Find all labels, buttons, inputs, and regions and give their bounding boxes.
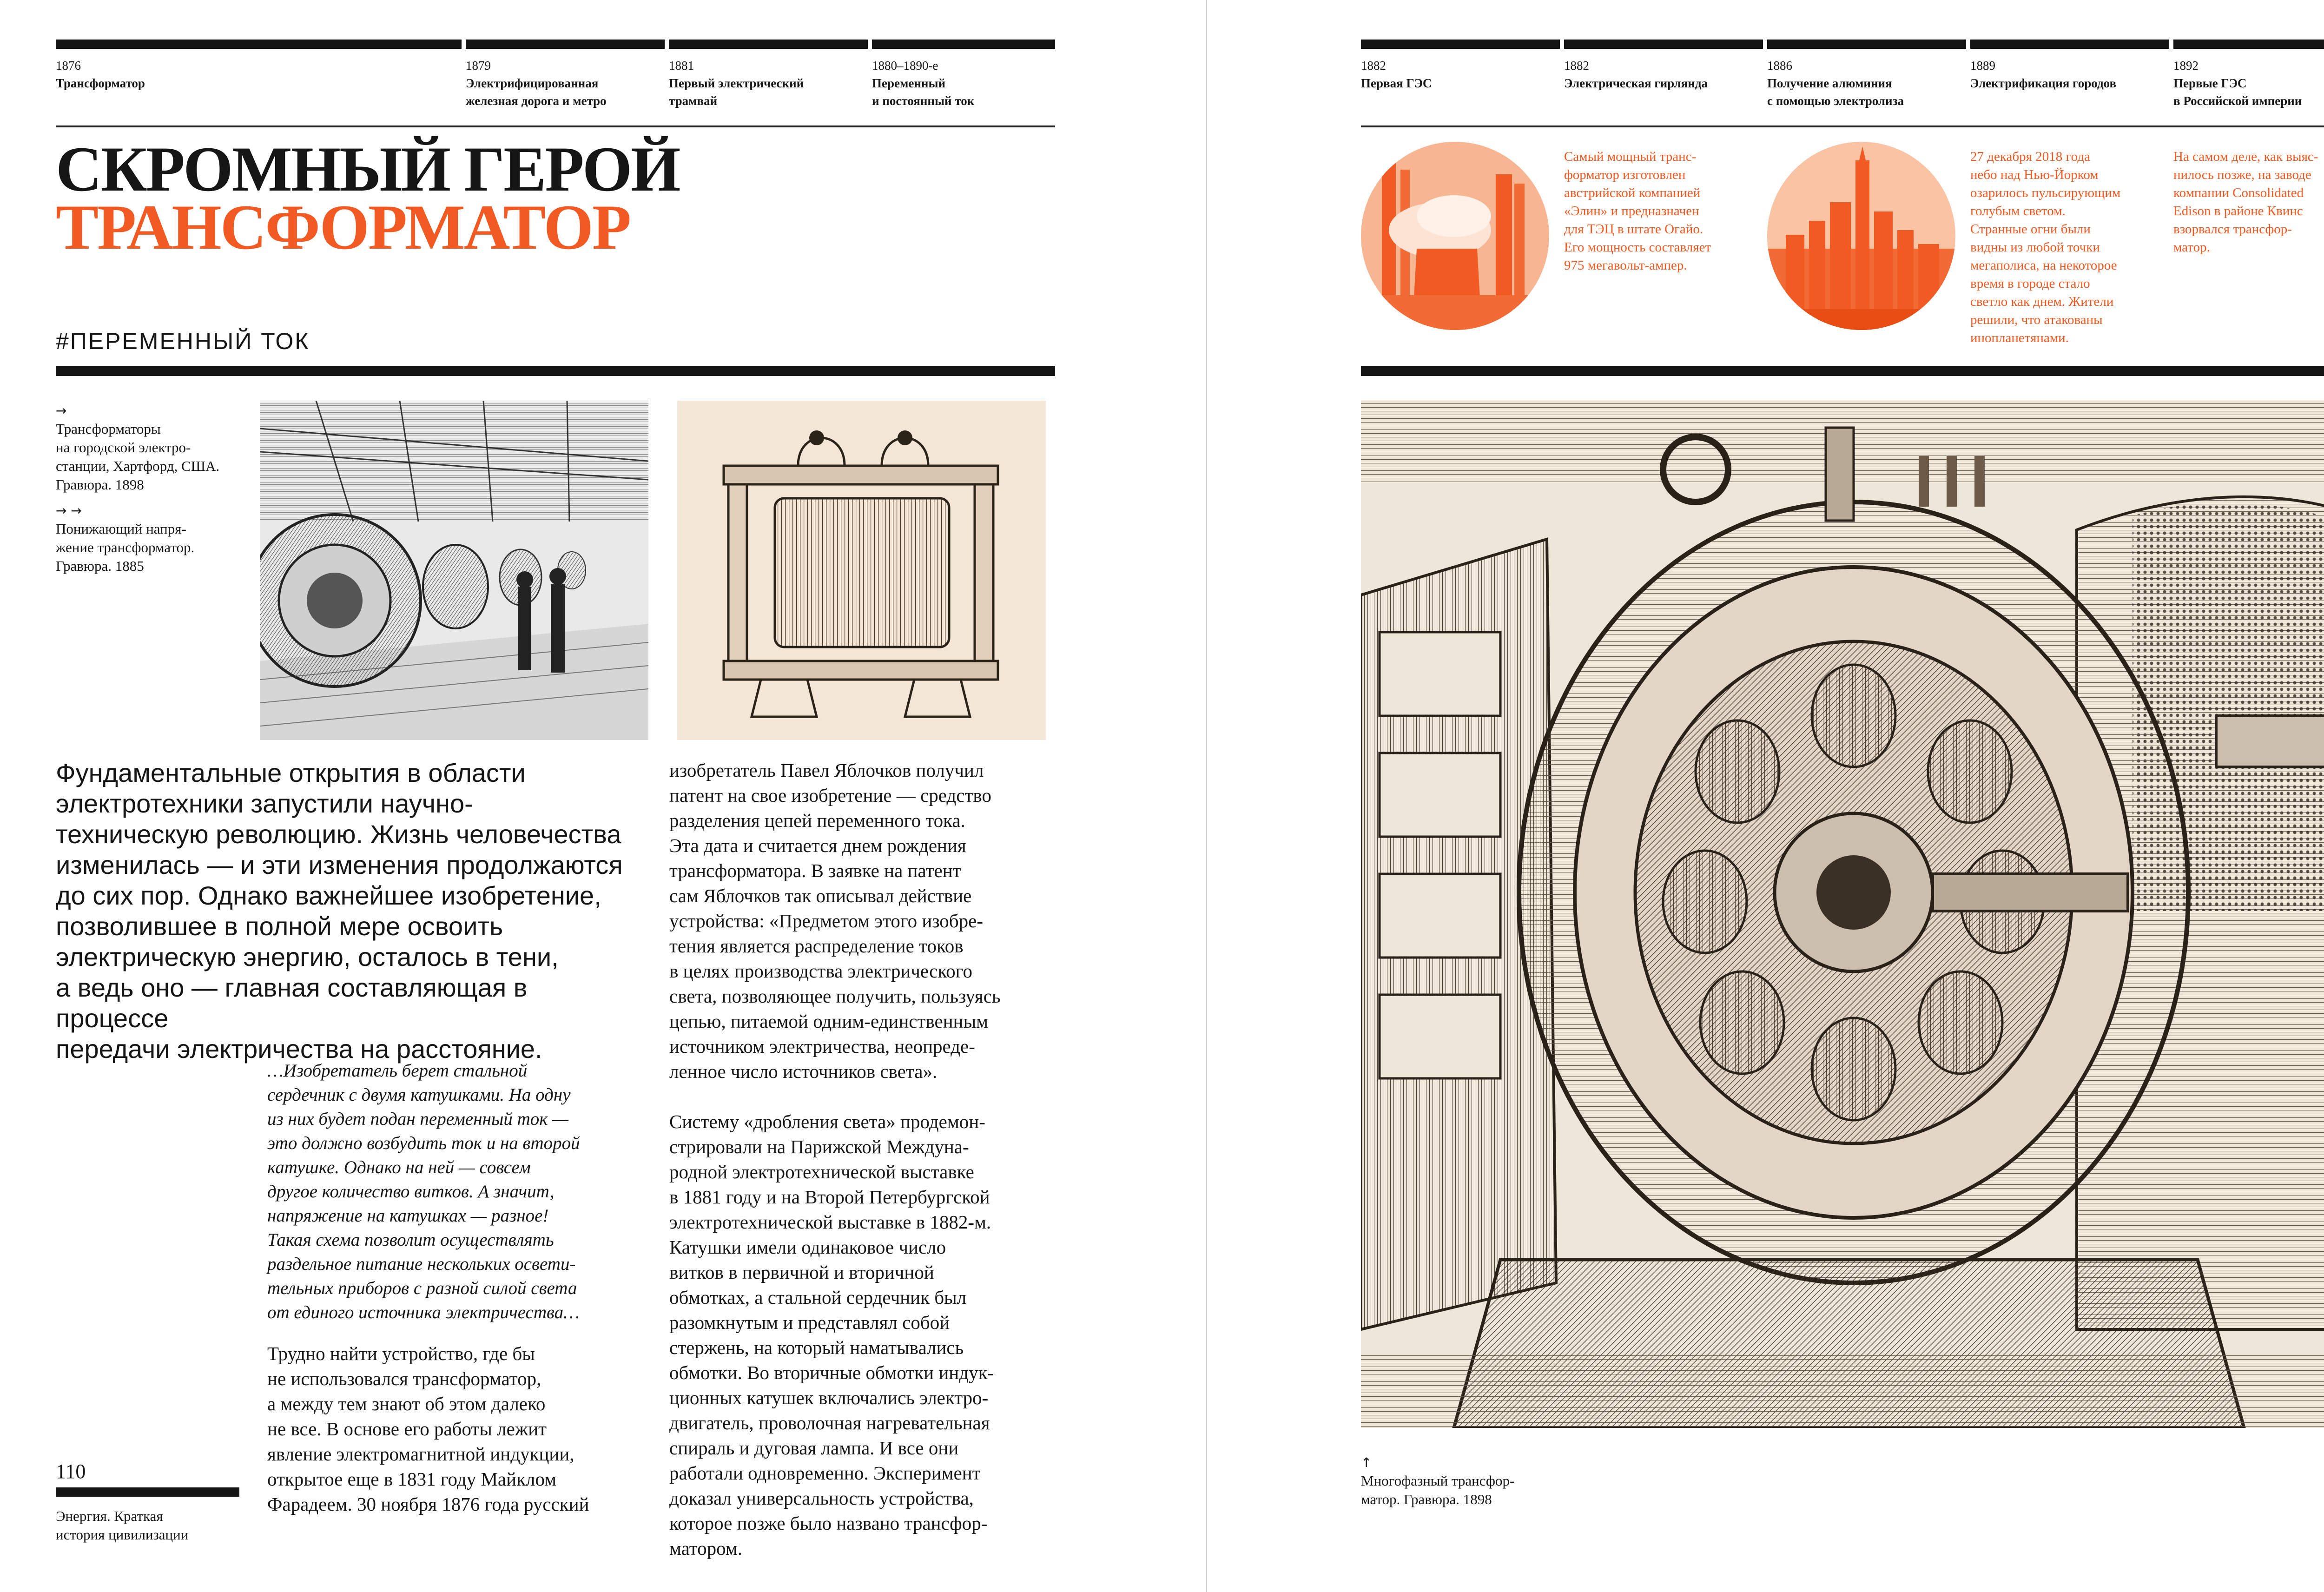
body-line: двигатель, проволочная нагревательная <box>669 1412 990 1433</box>
page-title-line-2: ТРАНСФОРМАТОР <box>56 192 630 263</box>
timeline-bar <box>56 40 462 49</box>
body-line: трансформатора. В заявке на патент <box>669 860 961 881</box>
body-line: не все. В основе его работы лежит <box>267 1418 547 1440</box>
timeline-year: 1882 <box>1361 59 1386 73</box>
section-hashtag: #ПЕРЕМЕННЫЙ ТОК <box>56 328 310 354</box>
fact-line: Странные огни были <box>1970 222 2091 237</box>
body-line: Фарадеем. 30 ноября 1876 года русский <box>267 1493 589 1515</box>
polyphase-transformer-engraving <box>1361 400 2324 1428</box>
page-number: 110 <box>56 1460 86 1483</box>
timeline-bar <box>1970 40 2169 49</box>
quote-line: …Изобретатель берет стальной <box>267 1061 528 1081</box>
caption-line: Многофазный трансфор- <box>1361 1473 1515 1489</box>
body-line: Систему «дробления света» продемон- <box>669 1111 985 1132</box>
body-line: явление электромагнитной индукции, <box>267 1443 574 1465</box>
quote-line: от единого источника электричества… <box>267 1302 580 1322</box>
timeline-year: 1876 <box>56 59 81 73</box>
caption-line: Понижающий напря- <box>56 521 186 537</box>
body-line: цепью, питаемой одним-единственным <box>669 1011 989 1032</box>
timeline-label: Электрифицированная <box>466 76 599 90</box>
timeline-year: 1882 <box>1564 59 1589 73</box>
body-line: разомкнутым и представлял собой <box>669 1312 950 1333</box>
body-line: в целях производства электрического <box>669 960 972 982</box>
body-line: стержень, на который наматывались <box>669 1337 964 1358</box>
fact-line: Самый мощный транс- <box>1564 149 1697 164</box>
caption-line: на городской электро- <box>56 439 191 456</box>
body-text-column-1 <box>267 1341 634 1517</box>
footer-line: Энергия. Краткая <box>56 1508 163 1524</box>
body-line: обмотки. Во вторичные обмотки индук- <box>669 1362 994 1383</box>
quote-line: тельных приборов с разной силой света <box>267 1278 577 1298</box>
quote-line: катушке. Однако на ней — совсем <box>267 1157 531 1177</box>
body-line: которое позже было названо трансфор- <box>669 1513 988 1534</box>
timeline-item-1881 <box>669 57 804 110</box>
lead-line: электротехники запустили научно- <box>56 789 473 818</box>
body-line: доказал универсальность устройства, <box>669 1487 974 1509</box>
timeline-year: 1889 <box>1970 59 1995 73</box>
fact-line: небо над Нью-Йорком <box>1970 167 2099 182</box>
timeline-label: Первый электрический <box>669 76 804 90</box>
caption-line: станции, Хартфорд, США. <box>56 458 220 474</box>
pull-quote <box>267 1059 634 1325</box>
fact-line: инопланетянами. <box>1970 330 2069 345</box>
fact-line: решили, что атакованы <box>1970 312 2103 327</box>
fact-largest-transformer <box>1564 148 1759 275</box>
caption-line: Гравюра. 1898 <box>56 476 144 493</box>
timeline-rule <box>1361 126 2324 127</box>
body-line: открытое еще в 1831 году Майклом <box>267 1468 557 1490</box>
quote-line: сердечник с двумя катушками. На одну <box>267 1085 571 1105</box>
footer-bar <box>56 1487 239 1497</box>
timeline-item-1879 <box>466 57 607 110</box>
power-station-engraving <box>260 401 648 740</box>
body-line: источником электричества, неопреде- <box>669 1036 975 1057</box>
section-rule <box>1361 366 2324 376</box>
timeline-year: 1880–1890-е <box>872 59 938 73</box>
quote-line: Такая схема позволит осуществлять <box>267 1230 554 1250</box>
body-line: спираль и дуговая лампа. И все они <box>669 1437 959 1459</box>
lead-line: изменилась — и эти изменения продолжаются <box>56 850 623 879</box>
up-arrow-icon: ↑ <box>1361 1455 1372 1470</box>
lead-line: до сих пор. Однако важнейшее изобретение, <box>56 881 601 910</box>
caption-line: матор. Гравюра. 1898 <box>1361 1491 1492 1507</box>
fact-line: матор. <box>2173 240 2210 255</box>
quote-line: напряжение на катушках — разное! <box>267 1206 549 1226</box>
body-line: Трудно найти устройство, где бы <box>267 1343 535 1364</box>
timeline-bar <box>466 40 665 49</box>
fact-line: Edison в районе Квинс <box>2173 204 2303 218</box>
timeline-item-1880-1890 <box>872 57 974 110</box>
timeline-item-1882-hydro <box>1361 57 1432 92</box>
body-line: патент на свое изобретение — средство <box>669 785 991 806</box>
lead-line: позволившее в полной мере освоить <box>56 912 503 941</box>
fact-line: мегаполиса, на некоторое <box>1970 258 2117 273</box>
timeline-label: Получение алюминия <box>1767 76 1892 90</box>
timeline-label: с помощью электролиза <box>1767 94 1904 108</box>
power-plant-circle-image <box>1361 142 1549 330</box>
lead-line: электрическую энергию, осталось в тени, <box>56 942 559 971</box>
body-line: света, позволяющее получить, пользуясь <box>669 985 1001 1007</box>
timeline-bar <box>1564 40 1763 49</box>
footer-line: история цивилизации <box>56 1526 189 1543</box>
fact-line: голубым светом. <box>1970 204 2066 218</box>
timeline-label: Трансформатор <box>56 76 145 90</box>
fact-new-york-lights <box>1970 148 2166 347</box>
fact-line: форматор изготовлен <box>1564 167 1686 182</box>
fact-line: австрийской компанией <box>1564 185 1701 200</box>
transformer-1885-engraving <box>677 401 1046 740</box>
timeline-label: Переменный <box>872 76 946 90</box>
body-paragraph <box>669 1109 1060 1561</box>
fact-line: видны из любой точки <box>1970 240 2100 255</box>
body-line: устройства: «Предметом этого изобре- <box>669 910 984 931</box>
fact-line: 27 декабря 2018 года <box>1970 149 2090 164</box>
quote-line: это должно возбудить ток и на второй <box>267 1133 580 1153</box>
body-text-column-2 <box>669 758 1060 1561</box>
quote-line: из них будет подан переменный ток — <box>267 1109 568 1129</box>
right-arrow-icon: → → <box>56 503 82 518</box>
fact-line: нилось позже, на заводе <box>2173 167 2311 182</box>
body-line: Эта дата и считается днем рождения <box>669 835 966 856</box>
body-paragraph <box>669 758 1060 1084</box>
body-line: Катушки имели одинаковое число <box>669 1236 946 1258</box>
body-line: матором. <box>669 1538 743 1559</box>
fact-line: компании Consolidated <box>2173 185 2304 200</box>
timeline-bar <box>669 40 868 49</box>
fact-line: озарилось пульсирующим <box>1970 185 2121 200</box>
timeline-year: 1886 <box>1767 59 1792 73</box>
timeline-item-1892 <box>2173 57 2302 110</box>
body-line: родной электротехнической выставке <box>669 1161 974 1182</box>
polyphase-caption <box>1361 1454 1514 1509</box>
body-line: сам Яблочков так описывал действие <box>669 885 972 906</box>
timeline-bar <box>2173 40 2324 49</box>
body-line: стрировали на Парижской Междуна- <box>669 1136 969 1157</box>
quote-line: раздельное питание нескольких освети- <box>267 1254 576 1274</box>
page-title-line-1: СКРОМНЫЙ ГЕРОЙ <box>56 133 680 205</box>
body-line: не использовался трансформатор, <box>267 1368 541 1389</box>
fact-line: светло как днем. Жители <box>1970 294 2114 309</box>
body-line: обмотках, а стальной сердечник был <box>669 1287 967 1308</box>
lead-paragraph <box>56 758 637 1064</box>
body-line: витков в первичной и вторичной <box>669 1262 934 1283</box>
fact-line: 975 мегавольт-ампер. <box>1564 258 1687 273</box>
fact-line: На самом деле, как выяс- <box>2173 149 2318 164</box>
body-line: ленное число источников света». <box>669 1061 938 1082</box>
timeline-year: 1879 <box>466 59 491 73</box>
timeline-label: трамвай <box>669 94 718 108</box>
timeline-item-1886 <box>1767 57 1904 110</box>
lead-line: техническую революцию. Жизнь человечества <box>56 819 621 849</box>
timeline-item-1882-garland <box>1564 57 1708 92</box>
quote-line: другое количество витков. А значит, <box>267 1182 555 1202</box>
timeline-label: Первые ГЭС <box>2173 76 2247 90</box>
right-arrow-icon: → <box>56 403 67 418</box>
lead-line: Фундаментальные открытия в области <box>56 758 526 787</box>
body-line: в 1881 году и на Второй Петербургской <box>669 1186 990 1208</box>
new-york-skyline-circle-image <box>1767 142 1955 330</box>
body-line: работали одновременно. Эксперимент <box>669 1462 981 1484</box>
lead-line: а ведь оно — главная составляющая в процессе <box>56 973 528 1033</box>
fact-line: «Элин» и предназначен <box>1564 204 1699 218</box>
body-line: разделения цепей переменного тока. <box>669 810 965 831</box>
timeline-label: железная дорога и метро <box>466 94 607 108</box>
timeline-label: Первая ГЭС <box>1361 76 1432 90</box>
body-line: электротехнической выставке в 1882-м. <box>669 1211 991 1233</box>
timeline-rule <box>56 126 1055 127</box>
caption-line: Гравюра. 1885 <box>56 558 144 574</box>
timeline-year: 1881 <box>669 59 694 73</box>
body-line: тения является распределение токов <box>669 935 964 957</box>
timeline-label: и постоянный ток <box>872 94 975 108</box>
timeline-label: Электрификация городов <box>1970 76 2117 90</box>
timeline-year: 1892 <box>2173 59 2199 73</box>
caption-line: Трансформаторы <box>56 421 161 437</box>
fact-line: Его мощность составляет <box>1564 240 1711 255</box>
fact-line: время в городе стало <box>1970 276 2090 291</box>
lead-line: передачи электричества на расстояние. <box>56 1034 542 1064</box>
fact-line: взорвался трансфор- <box>2173 222 2292 237</box>
image-caption-2 <box>56 502 251 575</box>
caption-line: жение трансформатор. <box>56 539 195 555</box>
body-line: а между тем знают об этом далеко <box>267 1393 546 1414</box>
body-line: изобретатель Павел Яблочков получил <box>669 760 984 781</box>
body-line: ционных катушек включались электро- <box>669 1387 989 1408</box>
timeline-bar <box>1767 40 1966 49</box>
timeline-item-1889 <box>1970 57 2116 92</box>
fact-queens-explosion <box>2173 148 2324 257</box>
timeline-label: в Российской империи <box>2173 94 2302 108</box>
timeline-label: Электрическая гирлянда <box>1564 76 1708 90</box>
running-footer <box>56 1507 251 1544</box>
timeline-bar <box>872 40 1055 49</box>
image-caption-1 <box>56 402 251 494</box>
timeline-bar <box>1361 40 1560 49</box>
section-rule <box>56 366 1055 376</box>
fact-line: для ТЭЦ в штате Огайо. <box>1564 222 1703 237</box>
timeline-item-1876 <box>56 57 145 92</box>
